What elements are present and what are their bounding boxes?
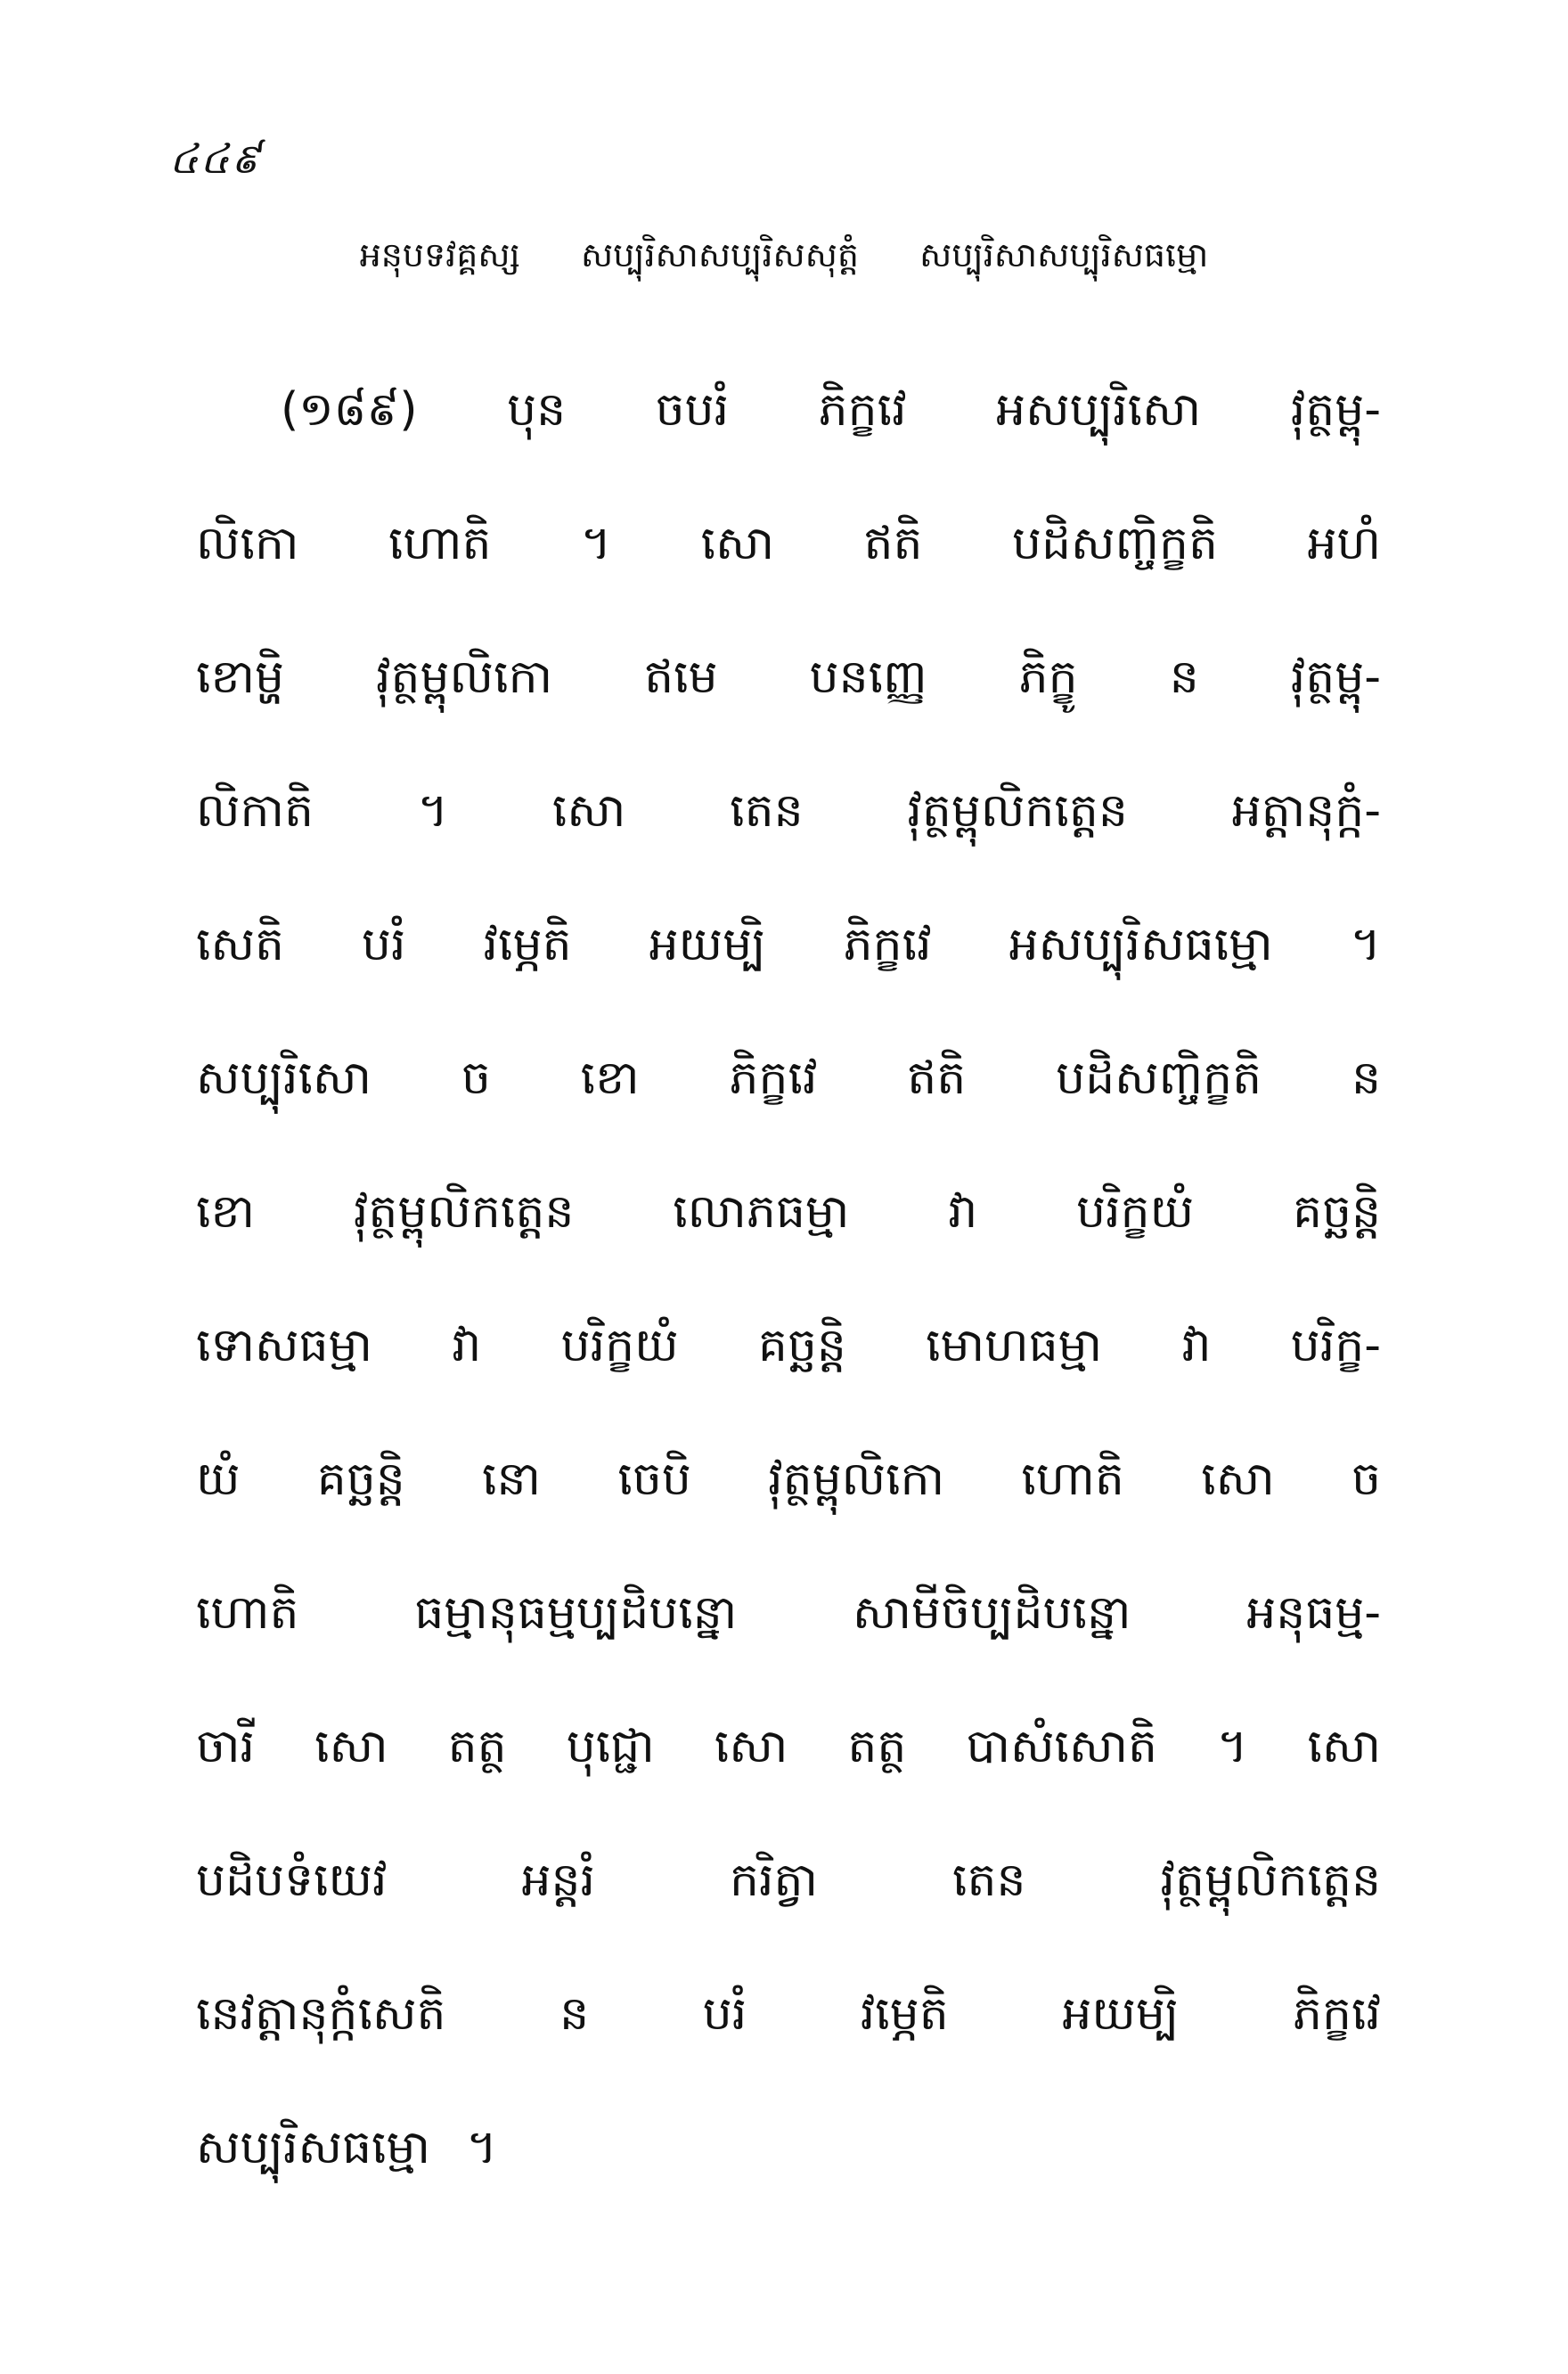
running-head (0, 233, 1568, 283)
text-line: សប្បុរិសោ ច ខោ ភិក្ខវេ ឥតិ បដិសញ្ចិក្ខតិ ន (196, 1052, 1381, 1105)
text-line: បដិបទំយេវ អន្តរំ ករិត្វា តេន វុត្ថម្ពុលិកត្តេន (196, 1854, 1381, 1907)
text-line: ហោតិ ធម្មានុធម្មប្បដិបន្នោ សាមីចិប្បដិបន្នោ អនុធម្ម- (196, 1586, 1381, 1640)
running-head-part-2: សប្បុរិសាសប្បុរិសសុត្តំ (580, 235, 860, 274)
text-line: លិកាតិ ។ សោ តេន វុត្ថម្ពុលិកត្តេន អត្តានុក្កំ- (196, 784, 1381, 838)
text-line: ចារី សោ តត្ថ បុជ្ជោ សោ តត្ថ បាសំសោតិ ។ សោ (196, 1720, 1381, 1773)
text-line: (១៨៩) បុន ចបរំ ភិក្ខវេ អសប្បុរិសោ វុត្ថម្ពុ- (281, 383, 1381, 437)
page-number: ៤៤៩ (169, 135, 262, 183)
text-line-last: សប្បុរិសធម្មោ ។ (196, 2121, 497, 2174)
text-line: លិកោ ហោតិ ។ សោ ឥតិ បដិសញ្ចិក្ខតិ អហំ (196, 517, 1381, 570)
text-line: នេវត្តានុក្កំសេតិ ន បរំ វម្ភេតិ អយម្បិ ភិក្ខវេ (196, 1987, 1381, 2041)
body-text (196, 374, 1381, 2246)
text-line: ខោម្ហិ វុត្ថម្ពុលិកោ ឥមេ បនញ្ញេ ភិក្ខូ ន វុត្ថម្ពុ- (196, 651, 1381, 704)
text-line: ខោ វុត្ថម្ពុលិកត្តេន លោភធម្មា វា បរិក្ខយំ គច្ឆន្តិ (196, 1185, 1381, 1239)
text-line: យំ គច្ឆន្តិ នោ ចេបិ វុត្ថម្ពុលិកោ ហោតិ សោ ច (196, 1453, 1381, 1506)
text-line: ទោសធម្មា វា បរិក្ខយំ គច្ឆន្តិ មោហធម្មា វា បរិក្ខ- (196, 1319, 1381, 1372)
text-line: សេតិ បរំ វម្ភេតិ អយម្បិ ភិក្ខវេ អសប្បុរិសធម្មោ ។ (196, 918, 1381, 971)
running-head-part-1: អនុបទវគ្គស្ស (359, 235, 520, 274)
running-head-part-3: សប្បុរិសាសប្បុរិសធម្មោ (919, 235, 1209, 274)
